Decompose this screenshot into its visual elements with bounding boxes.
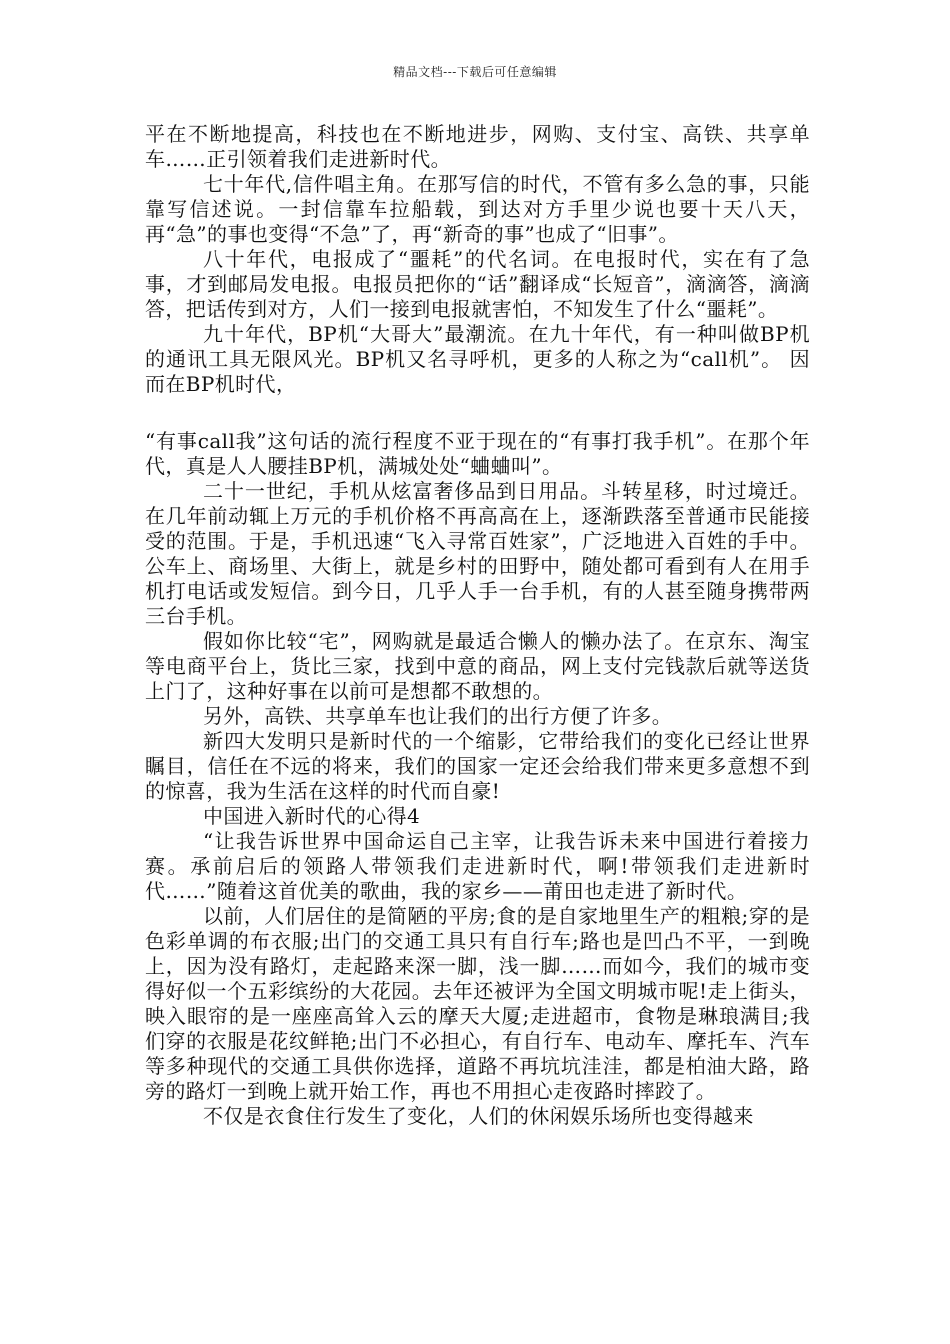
paragraph: 七十年代,信件唱主角。在那写信的时代，不管有多么急的事，只能靠写信述说。一封信靠车拉船载，到达对方手里少说也要十天八天，再“急”的事也变得“不急”了，再“新奇的事”也成了“旧事”。 bbox=[145, 172, 810, 246]
page-header: 精品文档---下载后可任意编辑 bbox=[393, 65, 557, 79]
paragraph: 九十年代，BP机“大哥大”最潮流。在九十年代，有一种叫做BP机的通讯工具无限风光。BP机又名寻呼机，更多的人称之为“call机”。 因而在BP机时代， bbox=[145, 322, 810, 396]
paragraph: 新四大发明只是新时代的一个缩影，它带给我们的变化已经让世界瞩目，信任在不远的将来，我们的国家一定还会给我们带来更多意想不到的惊喜，我为生活在这样的时代而自豪! bbox=[145, 729, 810, 803]
section-heading: 中国进入新时代的心得4 bbox=[203, 804, 421, 828]
paragraph: 平在不断地提高，科技也在不断地进步，网购、支付宝、高铁、共享单车……正引领着我们走进新时代。 bbox=[145, 122, 810, 171]
document-body bbox=[145, 122, 810, 1129]
paragraph: 二十一世纪，手机从炫富奢侈品到日用品。斗转星移，时过境迁。在几年前动辄上万元的手机价格不再高高在上，逐渐跌落至普通市民能接受的范围。于是，手机迅速“飞入寻常百姓家”，广泛地进入百姓的手中。公车上、商场里、大街上，就是乡村的田野中，随处都可看到有人在用手机打电话或发短信。到今日，几乎人手一台手机，有的人甚至随身携带两三台手机。 bbox=[145, 479, 810, 628]
paragraph: 以前，人们居住的是简陋的平房;食的是自家地里生产的粗粮;穿的是色彩单调的布衣服;出门的交通工具只有自行车;路也是凹凸不平，一到晚上，因为没有路灯，走起路来深一脚，浅一脚……而如今，我们的城市变得好似一个五彩缤纷的大花园。去年还被评为全国文明城市呢!走上街头，映入眼帘的是一座座高耸入云的摩天大厦;走进超市，食物是琳琅满目;我们穿的衣服是花纹鲜艳;出门不必担心，有自行车、电动车、摩托车、汽车等多种现代的交通工具供你选择，道路不再坑坑洼洼，都是柏油大路，路旁的路灯一到晚上就开始工作，再也不用担心走夜路时摔跤了。 bbox=[145, 904, 810, 1103]
paragraph: 不仅是衣食住行发生了变化，人们的休闲娱乐场所也变得越来 bbox=[203, 1104, 754, 1128]
paragraph: “让我告诉世界中国命运自己主宰，让我告诉未来中国进行着接力赛。承前启后的领路人带领我们走进新时代，啊!带领我们走进新时代……”随着这首优美的歌曲，我的家乡——莆田也走进了新时代。 bbox=[145, 829, 810, 903]
paragraph: 另外，高铁、共享单车也让我们的出行方便了许多。 bbox=[203, 704, 673, 728]
paragraph: 假如你比较“宅”，网购就是最适合懒人的懒办法了。在京东、淘宝等电商平台上，货比三家，找到中意的商品，网上支付完钱款后就等送货上门了，这种好事在以前可是想都不敢想的。 bbox=[145, 629, 810, 703]
paragraph: 八十年代，电报成了“噩耗”的代名词。在电报时代，实在有了急事，才到邮局发电报。电报员把你的“话”翻译成“长短音”，滴滴答，滴滴答，把话传到对方，人们一接到电报就害怕，不知发生了什么“噩耗”。 bbox=[145, 247, 810, 321]
paragraph: “有事call我”这句话的流行程度不亚于现在的“有事打我手机”。在那个年代，真是人人腰挂BP机，满城处处“蛐蛐叫”。 bbox=[145, 429, 810, 478]
